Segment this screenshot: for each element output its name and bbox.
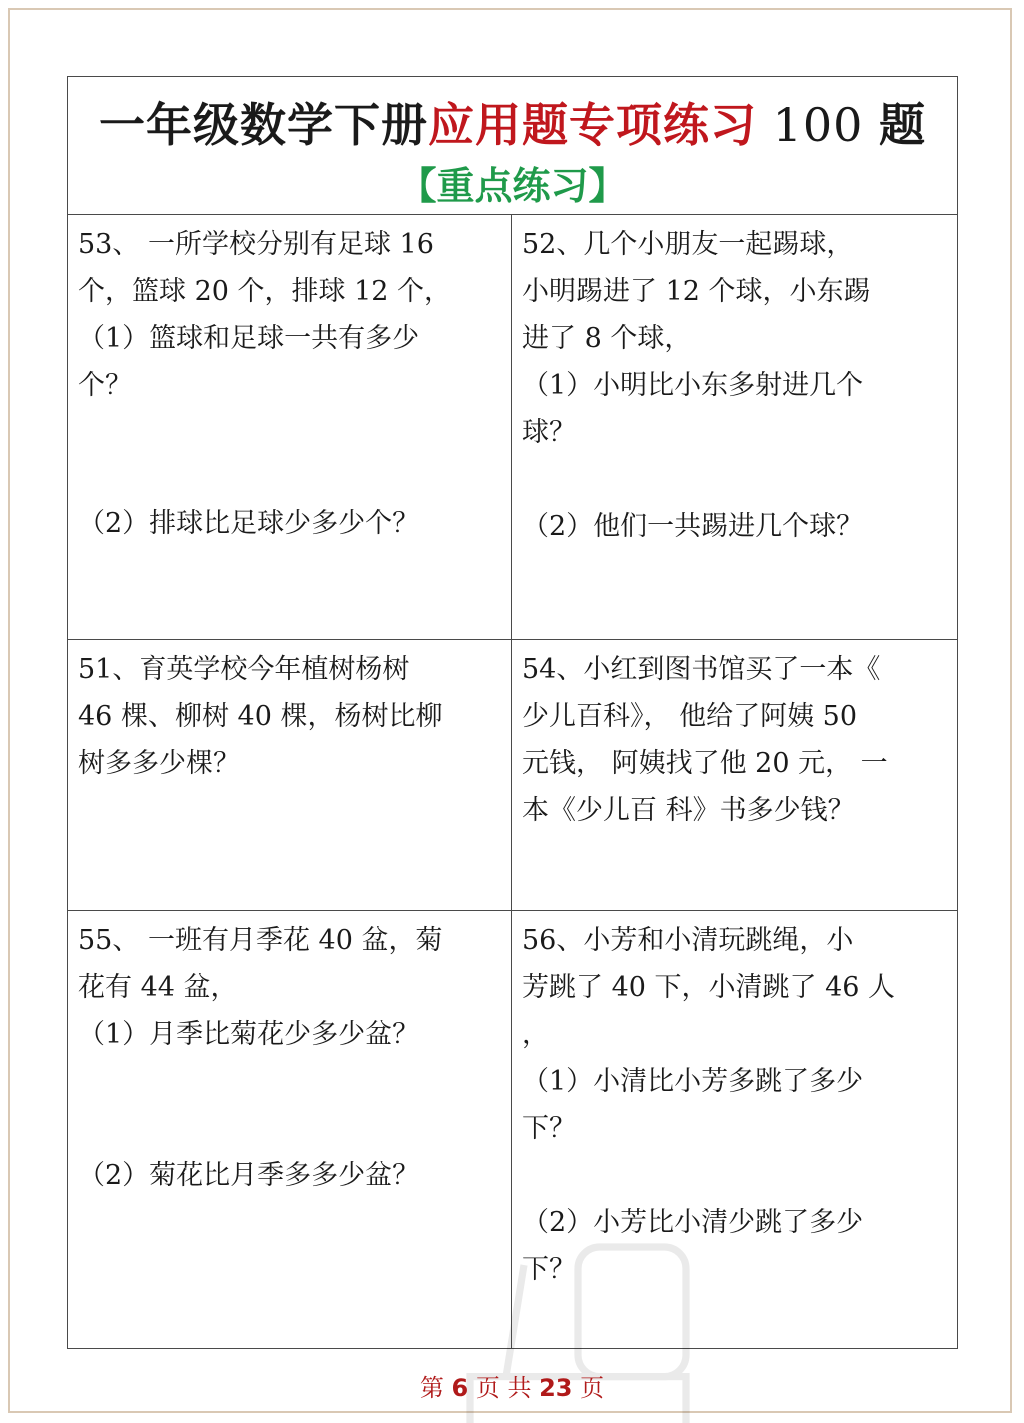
problem-line: 元钱， 阿姨找了他 20 元， 一: [522, 748, 888, 779]
problem-line: 54、小红到图书馆买了一本《: [522, 654, 881, 685]
problem-line: 花有 44 盆，: [78, 972, 238, 1003]
current-page-number: 6: [451, 1374, 469, 1402]
problem-52-cell: [512, 215, 957, 639]
problem-line: 少儿百科》， 他给了阿姨 50: [522, 701, 858, 732]
problem-line: （1）篮球和足球一共有多少: [78, 323, 420, 354]
total-page-count: 23: [539, 1374, 573, 1402]
problem-line: （1）小明比小东多射进几个: [522, 370, 864, 401]
problem-line: （1）月季比菊花少多少盆？: [78, 1019, 420, 1050]
page-number-footer: [0, 1368, 1024, 1403]
problem-grid: [68, 215, 957, 1348]
title-count: 100: [756, 98, 880, 152]
footer-suffix: 页: [580, 1374, 605, 1402]
title-red-part: 应用题专项练习: [427, 98, 757, 152]
answer-space: [78, 456, 501, 500]
problem-56-cell: [512, 911, 957, 1347]
problem-line: 个，篮球 20 个，排球 12 个，: [78, 276, 452, 307]
answer-space: [522, 456, 947, 503]
title-black-part: 一年级数学下册: [98, 98, 428, 152]
footer-middle: 页 共: [475, 1374, 532, 1402]
problem-line: 下？: [522, 1254, 576, 1285]
problem-line: 小明踢进了 12 个球，小东踢: [522, 276, 871, 307]
problem-line: （1）小清比小芳多跳了多少: [522, 1066, 864, 1097]
answer-space: [78, 1105, 501, 1152]
problem-line: 56、小芳和小清玩跳绳，小: [522, 925, 854, 956]
problem-55-cell: [68, 911, 511, 1347]
problem-line: 51、育英学校今年植树杨树: [78, 654, 410, 685]
problem-line: 下？: [522, 1113, 576, 1144]
problem-line: 进了 8 个球，: [522, 323, 692, 354]
problem-line: （2）他们一共踢进几个球？: [522, 511, 864, 542]
problem-51-cell: [68, 640, 511, 910]
page-subtitle: 【重点练习】: [398, 163, 627, 208]
worksheet: [67, 76, 958, 1349]
answer-space: [78, 409, 501, 456]
problem-line: 本《少儿百 科》书多少钱？: [522, 795, 855, 826]
worksheet-header: [68, 77, 957, 215]
problem-53-cell: [68, 215, 511, 639]
problem-line: 树多多少棵？: [78, 748, 240, 779]
page-title: [68, 89, 957, 155]
footer-prefix: 第: [419, 1374, 444, 1402]
problem-line: 个？: [78, 370, 132, 401]
problem-line: （2）菊花比月季多多少盆？: [78, 1160, 420, 1191]
problem-line: 芳跳了 40 下，小清跳了 46 人: [522, 972, 896, 1003]
problem-line: 53、 一所学校分别有足球 16: [78, 229, 434, 260]
problem-line: 55、 一班有月季花 40 盆，菊: [78, 925, 443, 956]
problem-line: （2）排球比足球少多少个？: [78, 508, 420, 539]
problem-line: （2）小芳比小清少跳了多少: [522, 1207, 864, 1238]
answer-space: [78, 1058, 501, 1105]
problem-54-cell: [512, 640, 957, 910]
problem-line: 球？: [522, 417, 576, 448]
answer-space: [522, 1152, 947, 1199]
problem-line: 46 棵、柳树 40 棵，杨树比柳: [78, 701, 443, 732]
title-end: 题: [879, 98, 927, 152]
problem-line: ，: [522, 1019, 549, 1050]
problem-line: 52、几个小朋友一起踢球，: [522, 229, 854, 260]
